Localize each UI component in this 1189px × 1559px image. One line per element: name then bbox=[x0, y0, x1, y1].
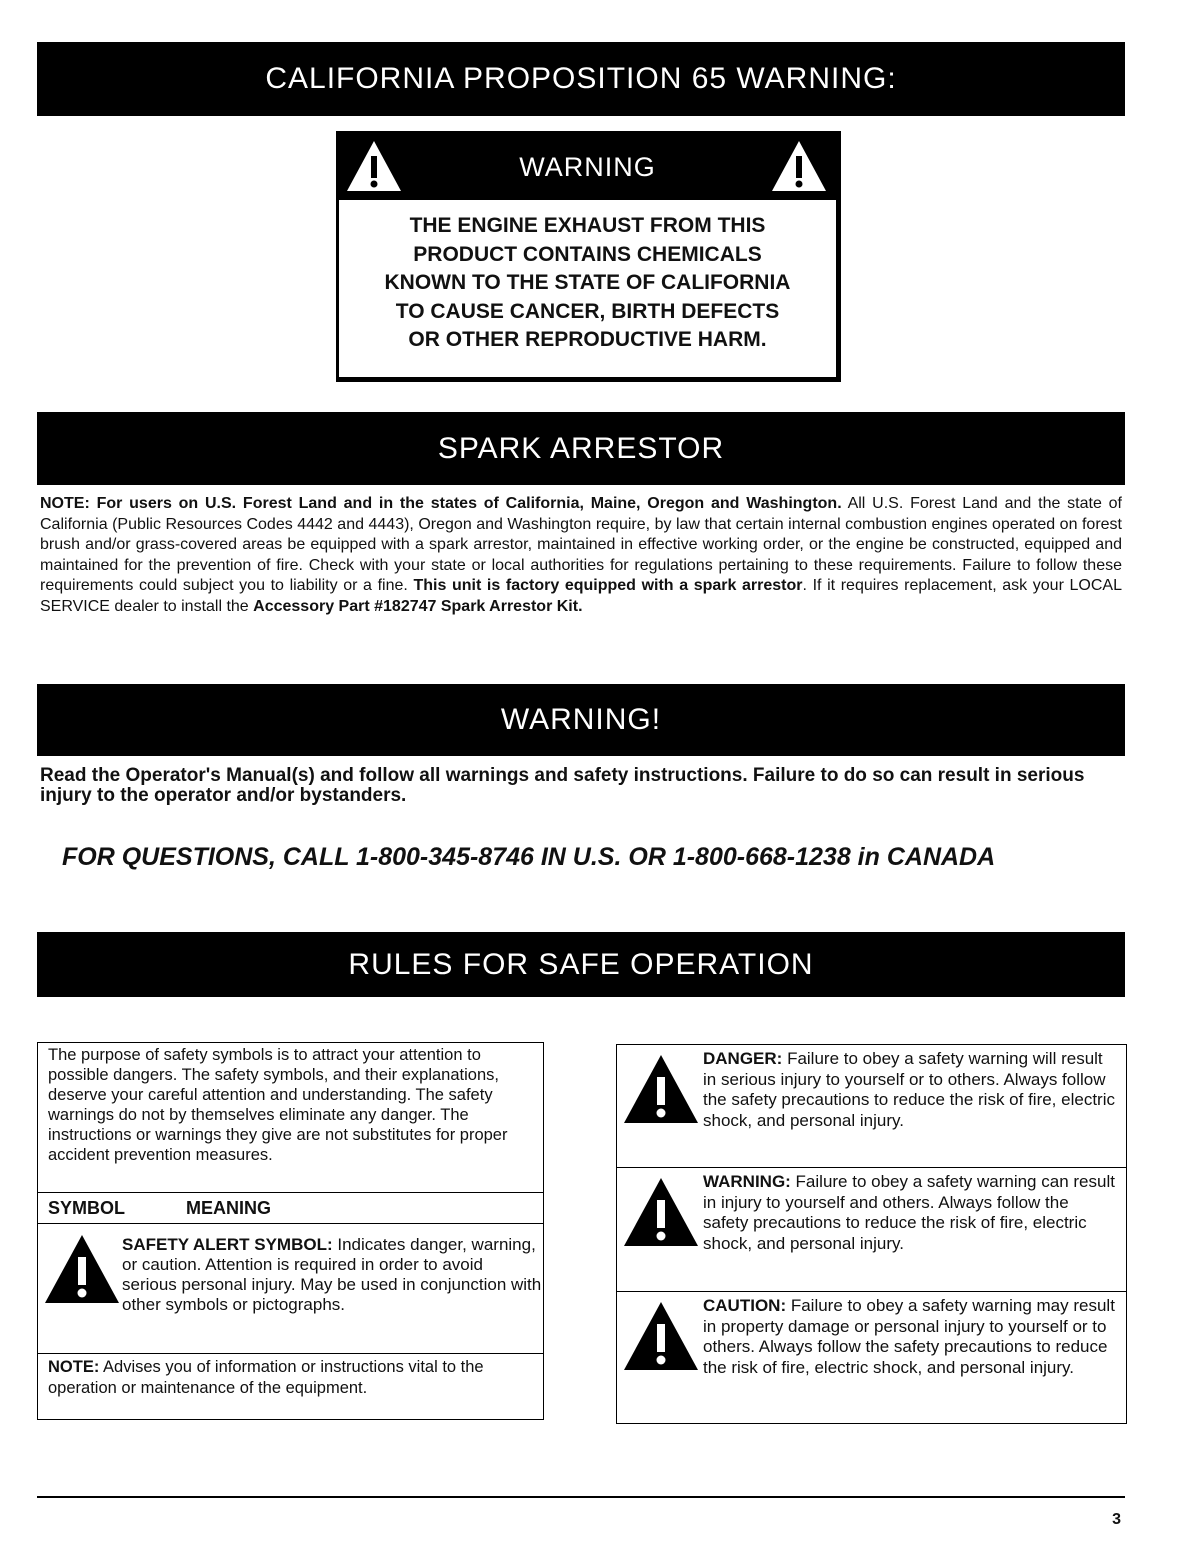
spark-note-bold-mid: This unit is factory equipped with a spark arrestor bbox=[413, 577, 803, 594]
spark-arrestor-banner bbox=[37, 412, 1125, 485]
prop65-line: KNOWN TO THE STATE OF CALIFORNIA bbox=[384, 271, 791, 294]
warning-banner bbox=[37, 684, 1125, 756]
caution-description bbox=[703, 1296, 1115, 1378]
safety-alert-description bbox=[122, 1235, 542, 1315]
note-label: NOTE: bbox=[48, 1358, 100, 1376]
prop65-line: TO CAUSE CANCER, BIRTH DEFECTS bbox=[395, 299, 780, 323]
meaning-column-header: MEANING bbox=[186, 1198, 271, 1218]
divider bbox=[38, 1353, 543, 1354]
prop65-warning-heading: WARNING bbox=[519, 151, 656, 182]
symbol-column-header: SYMBOL bbox=[48, 1198, 126, 1218]
spark-note-bold-lead: NOTE: For users on U.S. Forest Land and in the states of California, Maine, Oregon and Washington. bbox=[40, 495, 842, 512]
warning-triangle-icon bbox=[345, 138, 403, 194]
warning-text: Failure to obey a safety warning can result in injury to yourself and others. Always follow the safety precautions to reduce the risk of fire, electric shock, and personal injury. bbox=[703, 1172, 1115, 1253]
spark-arrestor-note bbox=[40, 494, 1122, 617]
spark-arrestor-title: SPARK ARRESTOR bbox=[437, 431, 725, 465]
prop65-line: OR OTHER REPRODUCTIVE HARM. bbox=[408, 328, 767, 351]
symbol-meaning-header bbox=[38, 1192, 543, 1224]
warning-triangle-icon bbox=[623, 1176, 699, 1248]
danger-label: DANGER: bbox=[703, 1049, 783, 1068]
warning-triangle-icon bbox=[770, 138, 828, 194]
danger-text: Failure to obey a safety warning will result in serious injury to yourself or to others. Always follow the safety precautions to reduce the risk of fire, electric shock, and personal injury. bbox=[703, 1049, 1115, 1130]
safety-symbols-purpose: The purpose of safety symbols is to attract your attention to possible dangers. The safety symbols, and their explanations, deserve your careful attention and understanding. The safety warnings do not by themselves eliminate any danger. The instructions or warnings they give are not substitutes for proper accident prevention measures. bbox=[48, 1046, 508, 1164]
warning-description bbox=[703, 1172, 1115, 1254]
prop65-banner bbox=[37, 42, 1125, 116]
rules-banner-title: RULES FOR SAFE OPERATION bbox=[348, 947, 814, 981]
note-description bbox=[48, 1357, 538, 1398]
danger-row bbox=[617, 1045, 1126, 1167]
spark-note-kit: Accessory Part #182747 Spark Arrestor Kit. bbox=[253, 597, 583, 615]
caution-triangle-icon bbox=[623, 1300, 699, 1372]
spark-note-text: All U.S. Forest Land and the state of California (Public Resources Codes 4442 and 4443), Oregon and Washington require, by law that certain internal combustion engines operated on forest brush and/or grass-covered areas be equipped with a spark arrestor, maintained in effective working order, or the engine be constructed, equipped and maintained for the prevention of fire. Check with your state or local authorities for regulations pertaining to these requirements. Failure to follow these requirements could subject you to liability or a fine. bbox=[40, 495, 1123, 594]
prop65-banner-title: CALIFORNIA PROPOSITION 65 WARNING: bbox=[265, 62, 897, 95]
warning-banner-title: WARNING! bbox=[500, 703, 662, 736]
prop65-warning-header bbox=[339, 134, 836, 200]
prop65-line: PRODUCT CONTAINS CHEMICALS bbox=[413, 242, 762, 266]
spark-note-text-2: . If it requires replacement, ask your LOCAL SERVICE dealer to install the bbox=[40, 577, 1122, 615]
rules-safe-operation-banner bbox=[37, 932, 1125, 997]
warning-read-manual-text: Read the Operator's Manual(s) and follow all warnings and safety instructions. Failure to do so can result in serious injury to the operator and/or bystanders. bbox=[40, 765, 1085, 806]
danger-triangle-icon bbox=[623, 1053, 699, 1125]
prop65-warning-body bbox=[339, 212, 836, 355]
safety-alert-triangle-icon bbox=[44, 1233, 120, 1305]
danger-description bbox=[703, 1049, 1115, 1131]
safety-alert-label: SAFETY ALERT SYMBOL: bbox=[122, 1235, 333, 1254]
safety-alert-text: Indicates danger, warning, or caution. Attention is required in order to avoid serious personal injury. May be used in conjunction with other symbols or pictographs. bbox=[122, 1235, 542, 1314]
warning-label: WARNING: bbox=[703, 1172, 791, 1191]
footer-divider bbox=[37, 1496, 1125, 1498]
warning-row bbox=[617, 1167, 1126, 1292]
page-number: 3 bbox=[1112, 1511, 1121, 1528]
safety-symbols-box bbox=[37, 1042, 544, 1420]
caution-text: Failure to obey a safety warning may result in property damage or personal injury to yourself or to others. Always follow the safety precautions to reduce the risk of fire, electric shock, and personal injury. bbox=[703, 1296, 1115, 1377]
caution-label: CAUTION: bbox=[703, 1296, 787, 1315]
caution-row bbox=[617, 1291, 1126, 1425]
prop65-warning-box bbox=[336, 131, 841, 382]
prop65-line: THE ENGINE EXHAUST FROM THIS bbox=[409, 214, 766, 237]
hazard-levels-box bbox=[616, 1044, 1127, 1424]
note-text: Advises you of information or instructions vital to the operation or maintenance of the equipment. bbox=[48, 1358, 484, 1397]
questions-phone-line: FOR QUESTIONS, CALL 1-800-345-8746 IN U.S. OR 1-800-668-1238 in CANADA bbox=[62, 843, 996, 871]
